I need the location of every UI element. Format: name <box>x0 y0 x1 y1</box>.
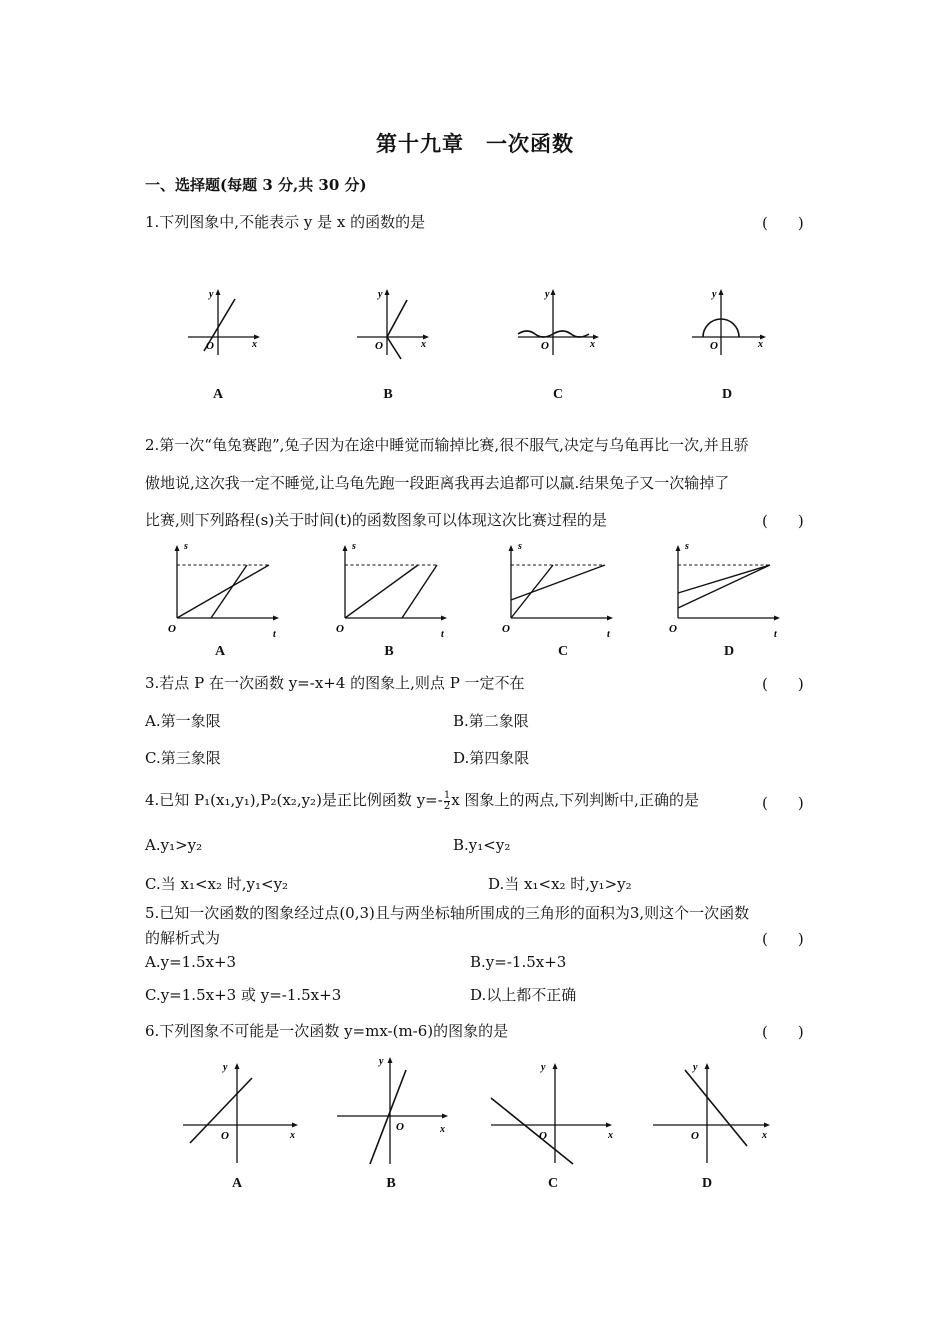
q2-label-c: C <box>557 644 569 659</box>
origin-label: O <box>669 623 677 635</box>
y-axis-label: y <box>545 289 550 300</box>
question-5-option-b[interactable]: B.y=-1.5x+3 <box>470 953 567 971</box>
question-4-text-a: 4.已知 P₁(x₁,y₁),P₂(x₂,y₂)是正比例函数 y=- <box>145 791 443 809</box>
origin-label: O <box>691 1130 699 1142</box>
q6-label-a: A <box>231 1176 243 1191</box>
origin-label: O <box>206 340 214 352</box>
q2-label-b: B <box>384 644 394 659</box>
y-axis-label: y <box>378 289 383 300</box>
question-2-line-2: 傲地说,这次我一定不睡觉,让乌龟先跑一段距离我再去追都可以赢.结果兔子又一次输掉了 <box>145 474 730 492</box>
origin-label: O <box>221 1130 229 1142</box>
question-4-text-b: x 图象上的两点,下列判断中,正确的是 <box>451 791 699 809</box>
question-3-answer-blank[interactable]: ( ) <box>762 675 804 693</box>
question-5-line-2: 的解析式为 <box>145 929 221 947</box>
x-axis-label: x <box>290 1130 295 1141</box>
s-axis-label: s <box>685 541 689 552</box>
question-3-option-c[interactable]: C.第三象限 <box>145 749 221 767</box>
question-2-answer-blank[interactable]: ( ) <box>762 512 804 530</box>
s-axis-label: s <box>352 541 356 552</box>
origin-label: O <box>541 340 549 352</box>
question-1-answer-blank[interactable]: ( ) <box>762 214 804 232</box>
question-4-option-b[interactable]: B.y₁<y₂ <box>453 836 511 854</box>
t-axis-label: t <box>441 629 444 640</box>
origin-label: O <box>375 340 383 352</box>
x-axis-label: x <box>440 1124 445 1135</box>
origin-label: O <box>396 1121 404 1133</box>
question-3-text: 3.若点 P 在一次函数 y=-x+4 的图象上,则点 P 一定不在 <box>145 674 525 692</box>
question-5-line-1: 5.已知一次函数的图象经过点(0,3)且与两坐标轴所围成的三角形的面积为3,则这个一次函数 <box>145 904 750 922</box>
y-axis-label: y <box>712 289 717 300</box>
x-axis-label: x <box>762 1130 767 1141</box>
question-5-option-c[interactable]: C.y=1.5x+3 或 y=-1.5x+3 <box>145 986 342 1004</box>
origin-label: O <box>539 1130 547 1142</box>
fraction <box>444 791 450 812</box>
fraction-denominator: 2 <box>443 800 451 812</box>
q2-graph-a <box>165 540 285 640</box>
question-3-option-a[interactable]: A.第一象限 <box>145 712 221 730</box>
q6-label-b: B <box>386 1176 396 1191</box>
q1-label-b: B <box>383 387 393 402</box>
q6-graph-c <box>488 1058 618 1168</box>
question-5-answer-blank[interactable]: ( ) <box>762 930 804 948</box>
question-4-option-c[interactable]: C.当 x₁<x₂ 时,y₁<y₂ <box>145 875 289 893</box>
q1-label-c: C <box>552 387 564 402</box>
section-heading: 一、选择题(每题 3 分,共 30 分) <box>145 176 367 194</box>
question-4-option-a[interactable]: A.y₁>y₂ <box>145 836 203 854</box>
q1-label-d: D <box>721 387 733 402</box>
t-axis-label: t <box>774 629 777 640</box>
q1-graph-d <box>686 285 766 360</box>
q2-graph-c <box>499 540 619 640</box>
x-axis-label: x <box>421 339 426 350</box>
y-axis-label: y <box>209 289 214 300</box>
question-5-option-a[interactable]: A.y=1.5x+3 <box>145 953 237 971</box>
q1-graph-c <box>515 285 600 360</box>
q2-graph-d <box>666 540 786 640</box>
q6-graph-b <box>334 1052 454 1167</box>
fraction-numerator: 1 <box>443 789 451 801</box>
s-axis-label: s <box>184 541 188 552</box>
question-2-line-3: 比赛,则下列路程(s)关于时间(t)的函数图象可以体现这次比赛过程的是 <box>145 511 607 529</box>
y-axis-label: y <box>693 1062 698 1073</box>
x-axis-label: x <box>758 339 763 350</box>
q1-graph-b <box>349 285 429 360</box>
origin-label: O <box>502 623 510 635</box>
q2-label-a: A <box>214 644 226 659</box>
q1-label-a: A <box>212 387 224 402</box>
x-axis-label: x <box>590 339 595 350</box>
q1-graph-a <box>180 285 260 360</box>
t-axis-label: t <box>273 629 276 640</box>
q2-label-d: D <box>723 644 735 659</box>
y-axis-label: y <box>379 1056 384 1067</box>
origin-label: O <box>168 623 176 635</box>
q6-label-d: D <box>701 1176 713 1191</box>
q6-graph-d <box>650 1058 780 1168</box>
question-4-answer-blank[interactable]: ( ) <box>762 794 804 812</box>
question-3-option-b[interactable]: B.第二象限 <box>453 712 529 730</box>
question-1-text: 1.下列图象中,不能表示 y 是 x 的函数的是 <box>145 213 426 231</box>
page-title: 第十九章 一次函数 <box>376 131 574 156</box>
question-5-option-d[interactable]: D.以上都不正确 <box>470 986 577 1004</box>
y-axis-label: y <box>541 1062 546 1073</box>
question-6-answer-blank[interactable]: ( ) <box>762 1023 804 1041</box>
s-axis-label: s <box>518 541 522 552</box>
y-axis-label: y <box>223 1062 228 1073</box>
q2-graph-b <box>333 540 453 640</box>
question-4-text <box>145 790 699 812</box>
question-3-option-d[interactable]: D.第四象限 <box>453 749 530 767</box>
q6-graph-a <box>180 1058 300 1168</box>
t-axis-label: t <box>607 629 610 640</box>
origin-label: O <box>336 623 344 635</box>
question-6-text: 6.下列图象不可能是一次函数 y=mx-(m-6)的图象的是 <box>145 1022 509 1040</box>
question-4-option-d[interactable]: D.当 x₁<x₂ 时,y₁>y₂ <box>488 875 632 893</box>
question-2-line-1: 2.第一次“龟兔赛跑”,兔子因为在途中睡觉而输掉比赛,很不服气,决定与乌龟再比一次,并且骄 <box>145 436 749 454</box>
x-axis-label: x <box>252 339 257 350</box>
q6-label-c: C <box>547 1176 559 1191</box>
origin-label: O <box>710 340 718 352</box>
x-axis-label: x <box>608 1130 613 1141</box>
